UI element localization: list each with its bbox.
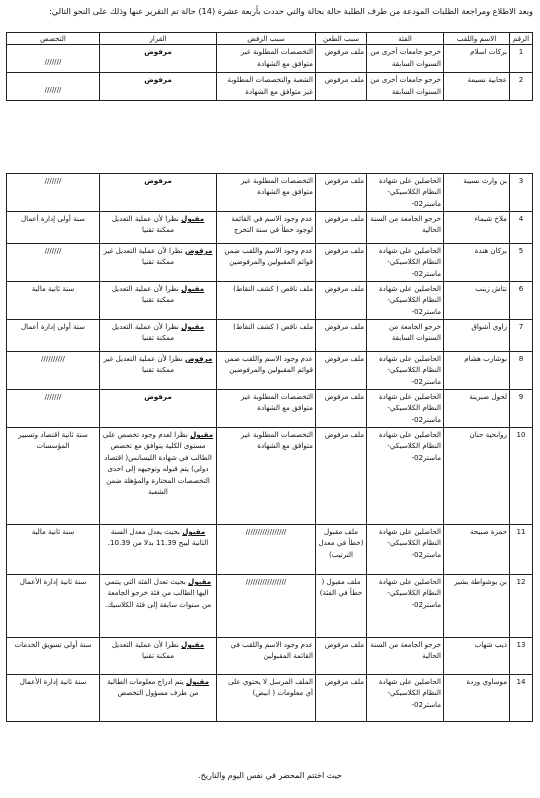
decision-status: مرفوض	[144, 392, 172, 401]
row-num: 2	[510, 73, 533, 101]
row-specialty	[7, 73, 100, 101]
decision-detail: نظرا لأن عملية التعديل ممكنة تقنيا	[111, 214, 179, 235]
decision-detail: نظرا لأن عملية التعديل غير ممكنة تقنيا	[103, 354, 183, 375]
row-num: 3	[510, 174, 533, 212]
row-specialty: سنة أولى إدارة أعمال	[7, 320, 100, 352]
row-specialty: سنة ثانية مالية	[7, 282, 100, 320]
row-rejection-reason: التخصصات المطلوبة غير متوافق مع الشهادة	[217, 174, 316, 212]
row-specialty: سنة ثانية اقتصاد وتسيير المؤسسات	[7, 428, 100, 525]
table-row	[7, 575, 533, 638]
row-decision	[100, 212, 217, 244]
row-category: الحاصلين على شهادة النظام الكلاسيكي- ماستر02-	[367, 174, 444, 212]
row-specialty	[7, 45, 100, 73]
specialty-text: ///////	[44, 85, 62, 95]
row-name: لحول صبرينة	[444, 390, 510, 428]
table-row	[7, 675, 533, 722]
decision-status: مقبول	[181, 214, 205, 223]
decision-status: مقبول	[188, 577, 212, 586]
table-row	[7, 174, 533, 212]
row-rejection-reason: التخصصات المطلوبة غير متوافق مع الشهادة	[217, 390, 316, 428]
row-specialty: ///////	[7, 244, 100, 282]
row-rejection-reason: عدم وجود الاسم واللقب ضمن قوائم المقبولين والمرفوضين	[217, 244, 316, 282]
row-name: بركات اسلام	[444, 45, 510, 73]
table-row	[7, 244, 533, 282]
decision-status: مرفوض	[144, 47, 172, 57]
row-appeal-reason: ملف مرفوض	[316, 244, 367, 282]
table-row	[7, 390, 533, 428]
row-category: خرجو جامعات أخرى من السنوات السابقة	[367, 45, 444, 73]
row-name: حمزة صبيحة	[444, 525, 510, 575]
decision-detail: نظرا لأن عملية التعديل ممكنة تقنيا	[111, 322, 179, 343]
row-name: بن وارث نسيبة	[444, 174, 510, 212]
table-row	[7, 352, 533, 390]
row-category: الحاصلين على شهادة النظام الكلاسيكي- ماستر02-	[367, 390, 444, 428]
row-name: نتاش زينب	[444, 282, 510, 320]
header-specialty: التخصص	[7, 33, 100, 45]
header-appeal-reason: سبب الطعن	[316, 33, 367, 45]
row-name: بركان هندة	[444, 244, 510, 282]
table-row	[7, 525, 533, 575]
row-decision	[100, 45, 217, 73]
row-appeal-reason: ملف مرفوض	[316, 212, 367, 244]
row-category: الحاصلين على شهادة النظام الكلاسيكي- ماستر02-	[367, 525, 444, 575]
row-num: 4	[510, 212, 533, 244]
row-num: 8	[510, 352, 533, 390]
row-rejection-reason: التخصصات المطلوبة غير متوافق مع الشهادة	[217, 428, 316, 525]
row-specialty: ///////	[7, 390, 100, 428]
row-num: 14	[510, 675, 533, 722]
row-rejection-reason: الملف المرسل لا يحتوي على أي معلومات ( ابيض)	[217, 675, 316, 722]
row-name: بن بوشواطة بشير	[444, 575, 510, 638]
table-row	[7, 428, 533, 525]
appeals-table-bottom	[6, 173, 533, 722]
table-row	[7, 45, 533, 73]
table-header-row	[7, 33, 533, 45]
row-category: الحاصلين على شهادة النظام الكلاسيكي- ماستر02-	[367, 575, 444, 638]
row-name: روابحية حنان	[444, 428, 510, 525]
header-num: الرقم	[510, 33, 533, 45]
decision-status: مرفوض	[144, 176, 172, 185]
row-category: خرجو الجامعة من السنة الحالية	[367, 638, 444, 675]
row-appeal-reason: ملف مرفوض	[316, 638, 367, 675]
table-row	[7, 73, 533, 101]
row-num: 6	[510, 282, 533, 320]
decision-detail: بحيث يعدل معدل السنة الثانية ليبح 11.39 بدلا من 10.39.	[107, 527, 209, 548]
row-specialty: سنة ثانية مالية	[7, 525, 100, 575]
row-specialty: سنة أولى إدارة أعمال	[7, 212, 100, 244]
row-num: 1	[510, 45, 533, 73]
row-appeal-reason: ملف مرفوض	[316, 352, 367, 390]
decision-detail: نظرا لعدم وجود تخصص على مستوى الكلية يتوافق مع تخصص الطالب في شهادة الليسانس( اقتصاد دولي) يتم قبوله وتوجيهه إلى احدى التخصصات المختارة والمؤهلة ضمن الشعبة	[102, 430, 212, 497]
header-category: الفئة	[367, 33, 444, 45]
specialty-text: ///////	[44, 57, 62, 67]
row-rejection-reason: عدم وجود الاسم واللقب في القائمة المقبولين	[217, 638, 316, 675]
row-decision	[100, 282, 217, 320]
row-category: الحاصلين على شهادة النظام الكلاسيكي- ماستر02-	[367, 282, 444, 320]
row-num: 10	[510, 428, 533, 525]
decision-detail: نظرا لأن عملية التعديل غير ممكنة تقنيا	[103, 246, 183, 267]
decision-status: مقبول	[181, 284, 205, 293]
row-decision	[100, 675, 217, 722]
decision-status: مقبول	[181, 322, 205, 331]
row-num: 13	[510, 638, 533, 675]
row-specialty: ///////	[7, 174, 100, 212]
decision-status: مرفوض	[184, 354, 213, 363]
decision-detail: نظرا لأن عملية التعديل ممكنة تقنيا	[111, 284, 179, 305]
row-decision	[100, 638, 217, 675]
row-decision	[100, 73, 217, 101]
row-rejection-reason: عدم وجود الاسم في القائمة لوجود خطأ في سنة التخرج	[217, 212, 316, 244]
row-decision	[100, 174, 217, 212]
row-specialty: سنة ثانية إدارة الأعمال	[7, 575, 100, 638]
row-num: 12	[510, 575, 533, 638]
row-num: 7	[510, 320, 533, 352]
row-category: خرجو جامعات أخرى من السنوات السابقة	[367, 73, 444, 101]
row-rejection-reason: /////////////////	[217, 525, 316, 575]
decision-status: مقبول	[181, 640, 205, 649]
row-rejection-reason: الشعبة والتخصصات المطلوبة غير متوافق مع الشهادة	[217, 73, 316, 101]
intro-paragraph: وبعد الاطلاع ومراجعة الطلبات المودعة من طرف الطلبة حالة بحالة والتي حددت بأربعة عشرة (14) حالة تم التقرير عنها وذلك على النحو التالي:	[49, 6, 533, 16]
decision-status: مرفوض	[184, 246, 213, 255]
row-appeal-reason: ملف مرفوض	[316, 675, 367, 722]
row-name: بوشارب هشام	[444, 352, 510, 390]
row-decision	[100, 428, 217, 525]
row-rejection-reason: التخصصات المطلوبة غير متوافق مع الشهادة	[217, 45, 316, 73]
row-appeal-reason: ملف مرفوض	[316, 45, 367, 73]
row-appeal-reason: ملف مرفوض	[316, 428, 367, 525]
row-decision	[100, 525, 217, 575]
row-category: الحاصلين على شهادة النظام الكلاسيكي- ماستر02-	[367, 244, 444, 282]
header-decision: القرار	[100, 33, 217, 45]
row-category: الحاصلين على شهادة النظام الكلاسيكي- ماستر02-	[367, 428, 444, 525]
row-appeal-reason: ملف مرفوض	[316, 174, 367, 212]
appeals-table-top	[6, 32, 533, 101]
row-specialty: //////////	[7, 352, 100, 390]
header-name: الاسم واللقب	[444, 33, 510, 45]
decision-detail: بحيث تعدل الفئة التي ينتمي اليها الطالب من فئة خرجو الجامعة من سنوات سابقة إلى فئة الكلاسيك.	[104, 577, 212, 609]
row-category: خرجو الجامعة من السنوات السابقة	[367, 320, 444, 352]
row-decision	[100, 575, 217, 638]
table-row	[7, 638, 533, 675]
row-num: 9	[510, 390, 533, 428]
row-num: 11	[510, 525, 533, 575]
decision-status: مقبول	[182, 527, 206, 536]
row-name: عجابية نسيمة	[444, 73, 510, 101]
row-name: ملاخ شيماء	[444, 212, 510, 244]
table-row	[7, 320, 533, 352]
row-rejection-reason: /////////////////	[217, 575, 316, 638]
row-appeal-reason: ملف مقبول ( خطأ في الفئة)	[316, 575, 367, 638]
row-category: الحاصلين على شهادة النظام الكلاسيكي- ماستر02-	[367, 352, 444, 390]
row-appeal-reason: ملف مرفوض	[316, 320, 367, 352]
row-rejection-reason: ملف ناقص ( كشف النقاط)	[217, 320, 316, 352]
row-decision	[100, 244, 217, 282]
row-name: ذيب شهاب	[444, 638, 510, 675]
row-category: خرجو الجامعة من السنة الحالية	[367, 212, 444, 244]
header-rejection-reason: سبب الرفض	[217, 33, 316, 45]
row-name: زاوي أشواق	[444, 320, 510, 352]
decision-status: مرفوض	[144, 75, 172, 85]
row-appeal-reason: ملف مرفوض	[316, 282, 367, 320]
table-row	[7, 282, 533, 320]
row-num: 5	[510, 244, 533, 282]
row-specialty: سنة ثانية إدارة الأعمال	[7, 675, 100, 722]
closing-note: حيث اختتم المحضر في نفس اليوم والتاريخ.	[198, 771, 342, 780]
row-appeal-reason: ملف مقبول (خطأ في معدل الترتيب)	[316, 525, 367, 575]
row-decision	[100, 390, 217, 428]
decision-status: مقبول	[190, 430, 214, 439]
row-category: الحاصلين على شهادة النظام الكلاسيكي- ماستر02-	[367, 675, 444, 722]
decision-detail: نظرا لأن عملية التعديل ممكنة تقنيا	[111, 640, 179, 661]
row-rejection-reason: عدم وجود الاسم واللقب ضمن قوائم المقبولين والمرفوضين	[217, 352, 316, 390]
table-row	[7, 212, 533, 244]
row-rejection-reason: ملف ناقص ( كشف النقاط)	[217, 282, 316, 320]
row-specialty: سنة أولى تسويق الخدمات	[7, 638, 100, 675]
row-appeal-reason: ملف مرفوض	[316, 73, 367, 101]
decision-detail: يتم ادراج معلومات الطالبة من طرف مسؤول التخصص	[106, 677, 199, 698]
row-decision	[100, 320, 217, 352]
row-decision	[100, 352, 217, 390]
row-appeal-reason: ملف مرفوض	[316, 390, 367, 428]
row-name: موساوي وردة	[444, 675, 510, 722]
decision-status: مقبول	[186, 677, 210, 686]
